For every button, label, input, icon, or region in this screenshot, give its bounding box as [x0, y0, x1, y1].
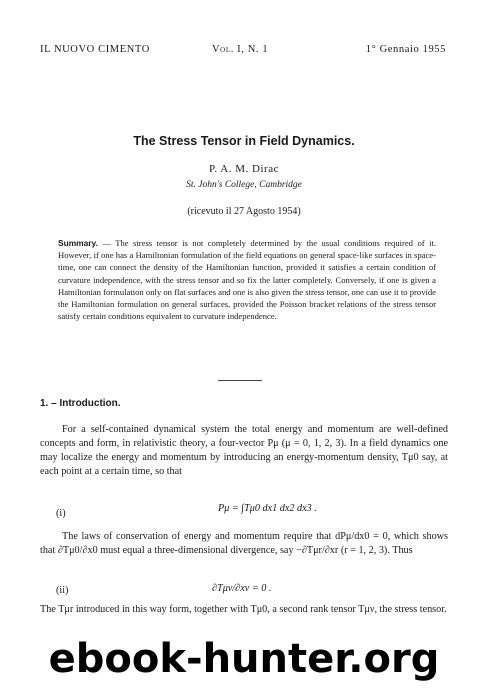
summary-label: Summary.	[58, 238, 98, 248]
equation-1-label: (i)	[56, 508, 66, 519]
journal-name: IL NUOVO CIMENTO	[40, 44, 150, 55]
summary-block	[58, 237, 436, 322]
paragraph-1: For a self-contained dynamical system the total energy and momentum are well-defined concepts and form, in relativistic theory, a four-vector Pμ (μ = 0, 1, 2, 3). In a field dynamics one may localize the energy and momentum by introducing an energy-momentum density, Tμ0 say, at each point at a certain time, so that	[40, 424, 448, 477]
received-date: (ricevuto il 27 Agosto 1954)	[187, 206, 301, 217]
summary-text: — The stress tensor is not completely determined by the usual conditions required of it. However, if one has a Hamiltonian formulation of the field equations on general space-like surfaces in space-time, one can connect the density of the Hamiltonian function, provided it satisfies a certain condition of curvature independence, with the stress tensor and so fix the latter completely. Conversely, if one is given a Hamiltonian formulation only on flat surfaces and one is also given the stress tensor, one can use it to provide the Hamiltonian formulation on general surfaces, provided the Poisson bracket relations of the stress tensor satisfy certain conditions equivalent to curvature independence.	[58, 238, 436, 322]
equation-2-label: (ii)	[56, 585, 69, 596]
equation-1: Pμ = ∫Tμ0 dx1 dx2 dx3 .	[218, 503, 317, 514]
volume-number: Vol. I, N. 1	[212, 44, 269, 55]
article-title: The Stress Tensor in Field Dynamics.	[133, 134, 355, 148]
paragraph-3: The Tμr introduced in this way form, together with Tμ0, a second rank tensor Tμν, the stress tensor.	[40, 604, 447, 615]
author-name: P. A. M. Dirac	[209, 163, 279, 175]
section-divider	[218, 380, 262, 381]
paragraph-2: The laws of conservation of energy and momentum require that dPμ/dx0 = 0, which shows that ∂Tμ0/∂x0 must equal a three-dimensional divergence, say −∂Tμr/∂xr (r = 1, 2, 3). Thus	[40, 531, 448, 556]
section-heading: 1. – Introduction.	[40, 398, 121, 409]
watermark-logo: ebook-hunter.org	[48, 636, 440, 682]
author-affiliation: St. John's College, Cambridge	[186, 180, 302, 190]
equation-2: ∂Tμν/∂xν = 0 .	[212, 583, 272, 594]
issue-date: 1° Gennaio 1955	[365, 44, 446, 55]
